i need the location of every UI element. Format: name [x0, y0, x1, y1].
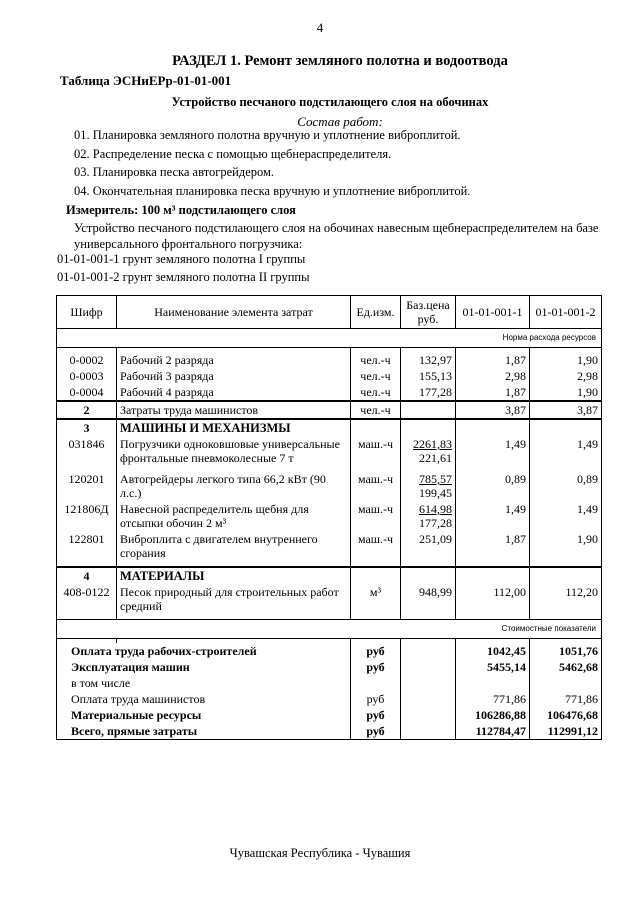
cost-banner: Стоимостные показатели — [57, 620, 602, 639]
section-row: 3 МАШИНЫ И МЕХАНИЗМЫ — [57, 419, 602, 436]
cost-row: Материальные ресурсы руб 106286,88 106476,68 — [57, 707, 602, 723]
description: Устройство песчаного подстилающего слоя на обочинах навесным щебнераспределителем на базе универсального фронтального погрузчика: — [74, 221, 599, 251]
work-item: 04. Окончательная планировка песка вручную и уплотнение виброплитой. — [74, 184, 471, 198]
header-cell: Наименование элемента затрат — [117, 296, 351, 329]
table-row: 408-0122 Песок природный для строительных работ средний м³ 948,99 112,00 112,20 — [57, 584, 602, 620]
works-title: Состав работ: — [297, 114, 383, 129]
header-cell: Шифр — [57, 296, 117, 329]
work-item: 01. Планировка земляного полотна вручную и уплотнение виброплитой. — [74, 128, 461, 142]
cost-row: Всего, прямые затраты руб 112784,47 112991,12 — [57, 723, 602, 740]
norm-code: 01-01-001-2 грунт земляного полотна II группы — [57, 270, 310, 284]
norm-banner: Норма расхода ресурсов — [57, 329, 602, 348]
table-header — [57, 296, 602, 329]
header-cell: 01-01-001-2 — [530, 296, 602, 329]
header-cell: 01-01-001-1 — [456, 296, 530, 329]
section-row: 4 МАТЕРИАЛЫ — [57, 567, 602, 584]
work-item: 02. Распределение песка с помощью щебнераспределителя. — [74, 147, 392, 161]
cost-row: Оплата труда машинистов руб 771,86 771,86 — [57, 691, 602, 707]
table-name: Таблица ЭСНиЕРр-01-01-001 — [60, 73, 232, 88]
table-row: 122801 Виброплита с двигателем внутреннего сгорания маш.-ч 251,09 1,87 1,90 — [57, 531, 602, 567]
cost-row: в том числе — [57, 675, 602, 691]
table-row: 031846 Погрузчики одноковшовые универсальные фронтальные пневмоколесные 7 т маш.-ч 2261,83 221,61 1,49 1,49 — [57, 436, 602, 466]
table-row: 0-0004 Рабочий 4 разряда чел.-ч 177,28 1,87 1,90 — [57, 384, 602, 401]
meter-label: Измеритель: 100 м³ подстилающего слоя — [66, 203, 296, 217]
page-footer: Чувашская Республика - Чувашия — [229, 846, 411, 860]
table-row: 0-0003 Рабочий 3 разряда чел.-ч 155,13 2,98 2,98 — [57, 368, 602, 384]
table-subtitle: Устройство песчаного подстилающего слоя на обочинах — [171, 95, 489, 109]
header-cell: Баз.цена руб. — [401, 296, 456, 329]
work-item: 03. Планировка песка автогрейдером. — [74, 165, 275, 179]
section-title: РАЗДЕЛ 1. Ремонт земляного полотна и водоотвода — [172, 53, 508, 69]
cost-banner-row — [57, 620, 602, 639]
norm-banner-row — [57, 329, 602, 348]
norm-code: 01-01-001-1 грунт земляного полотна I группы — [57, 252, 306, 266]
table-row: 121806Д Навесной распределитель щебня для отсыпки обочин 2 м³ маш.-ч 614,98 177,28 1,49 1,49 — [57, 501, 602, 531]
resource-table — [56, 295, 602, 740]
table-row: 120201 Автогрейдеры легкого типа 66,2 кВт (90 л.с.) маш.-ч 785,57 199,45 0,89 0,89 — [57, 466, 602, 501]
table-row: 2 Затраты труда машинистов чел.-ч 3,87 3,87 — [57, 401, 602, 419]
cost-row: Эксплуатация машин руб 5455,14 5462,68 — [57, 659, 602, 675]
header-cell: Ед.изм. — [351, 296, 401, 329]
cost-row: Оплата труда рабочих-строителей руб 1042,45 1051,76 — [57, 643, 602, 659]
table-row: 0-0002 Рабочий 2 разряда чел.-ч 132,97 1,87 1,90 — [57, 352, 602, 368]
page-number: 4 — [316, 20, 324, 35]
